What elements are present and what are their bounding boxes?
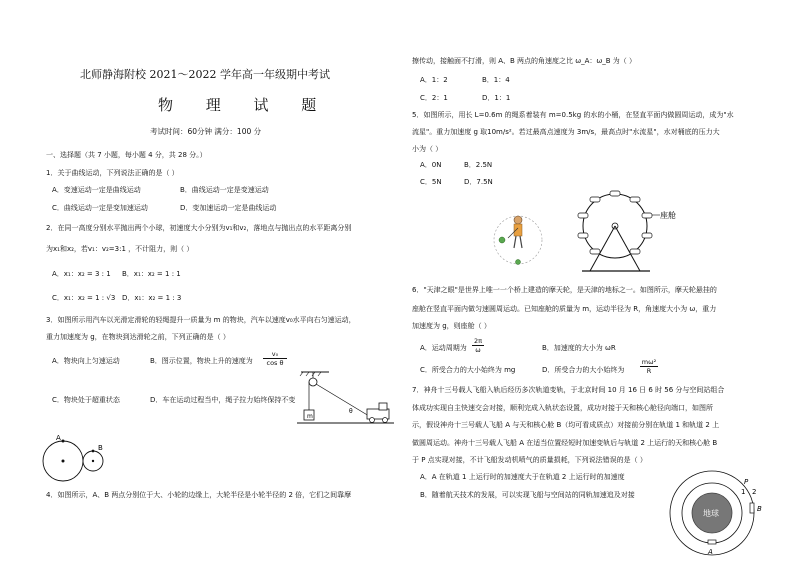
q6-ferris-wheel-figure [570,183,680,278]
fraction-numerator: mω² [641,358,657,366]
label-p: P [744,478,749,486]
label-b: B [98,444,103,452]
car-cab [379,403,387,410]
q2-option-d: D．x₁：x₂ = 1 : 3 [122,294,182,302]
q7-orbit-figure [668,468,778,563]
subject-title: 物 理 试 题 [158,96,331,114]
theta-label: θ [349,408,353,415]
q4-option-a: A．1：2 [420,76,448,84]
car-wheel [383,418,388,423]
car-wheel [370,418,375,423]
q2-stem-line-2: 为x₁和x₂，若v₁：v₂=3:1 ，不计阻力，则（ ） [46,245,194,253]
label-a: A [56,434,61,442]
cabin-label: 座舱 [660,211,676,220]
q6-option-a-fraction [472,337,484,354]
fraction-denominator: R [646,367,652,375]
q4-stem: 4．如图所示，A、B 两点分别位于大、小轮的边缘上，大轮半径是小轮半径的 2 倍，它们之间靠摩 [46,491,352,499]
q7-option-a: A．A 在轨道 1 上运行时的加速度大于在轨道 2 上运行时的加速度 [420,473,625,481]
fraction-numerator: 2π [473,337,483,345]
q7-stem-line-4: 做圆周运动。神舟十三号载人飞船 A 在适当位置经短时加速变轨后与轨道 2 上运行的天和核心舱 B [412,439,718,447]
q6-option-d-fraction [640,358,658,375]
section-1-heading: 一、选择题（共 7 小题，每小题 4 分，共 28 分。） [46,151,207,159]
q1-option-a: A．变速运动一定是曲线运动 [52,186,141,194]
q5-stem-line-2: 流星"。重力加速度 g 取10m/s²。若过最高点速度为 3m/s，最高点时"水流星"，水对桶底的压力大 [412,128,720,136]
q2-option-c: C．x₁：x₂ = 1 : √3 [52,294,116,302]
q6-option-a: A．运动周期为 [420,344,467,352]
earth-label: 地球 [703,509,719,518]
q1-stem: 1．关于曲线运动，下列说法正确的是（ ） [46,169,179,177]
q6-option-c: C．所受合力的大小始终为 mg [420,366,516,374]
rope-slanted [316,384,369,416]
q3-option-b-fraction [263,350,287,367]
q5-stem-line-3: 小为（ ） [412,145,443,153]
q6-stem-line-3: 加速度为 g，则座舱（ ） [412,322,491,330]
person-head-icon [514,216,522,224]
pulley-icon [309,378,317,386]
q2-option-a: A．x₁：x₂ = 3 : 1 [52,270,111,278]
module-b-icon [750,503,754,513]
label-orbit-1: 1 [741,488,746,496]
label-b: B [757,505,762,513]
q5-stem-line-1: 5．如图所示，用长 L=0.6m 的绳系着装有 m=0.5kg 的水的小桶，在竖直平面内做圆周运动，成为"水 [412,111,734,119]
q4-option-b: B．1：4 [482,76,510,84]
q2-option-b: B．x₁：x₂ = 1 : 1 [122,270,181,278]
q7-stem-line-3: 示，假设神舟十三号载人飞船 A 与天和核心舱 B（均可看成质点）对接前分别在轨道 1 和轨道 2 上 [412,421,720,429]
q4-stem-continued: 擦传动，接触面不打滑，则 A、B 两点的角速度之比 ω_A：ω_B 为（ ） [412,57,637,65]
q7-option-b: B．随着航天技术的发展，可以实现飞船与空间站的同轨加速追及对接 [420,491,635,499]
point-b [92,450,95,453]
q7-stem-line-2: 体成功实现自主快速交会对接，顺利完成入轨状态设置，成功对接于天和核心舱径向端口，如图所 [412,404,713,412]
q6-stem-line-1: 6．"天津之眼"是世界上唯一一个桥上建造的摩天轮，是天津的地标之一。如图所示，摩天轮悬挂的 [412,286,717,294]
point-a [62,440,65,443]
q5-option-b: B．2.5N [464,161,493,169]
q7-stem-line-1: 7．神舟十三号载人飞船入轨后经历多次轨道变轨，于北京时间 10 月 16 日 6 时 56 分与空间站组合 [412,386,725,394]
q7-stem-line-5: 于 P 点实现对接，不计飞船发动机喷气的质量损耗，下列说法错误的是（ ） [412,456,647,464]
person-body-icon [514,224,522,236]
q3-stem-line-2: 重力加速度为 g，在物块到达滑轮之前，下列正确的是（ ） [46,333,230,341]
q5-option-a: A．0N [420,161,442,169]
q3-option-c: C．物块处于超重状态 [52,396,120,404]
q2-stem-line-1: 2．在同一高度分别水平抛出两个小球，初速度大小分别为v₁和v₂，落地点与抛出点的水平距离分别 [46,224,352,232]
exam-title: 北师静海附校 2021～2022 学年高一年级期中考试 [80,68,330,81]
q3-stem-line-1: 3．如图所示用汽车以光滑定滑轮的轻绳提升一质量为 m 的物块，汽车以速度v₀水平向右匀速运动， [46,316,356,324]
q3-pulley-car-figure [295,370,395,440]
q6-option-d: D．所受合力的大小始终为 [542,366,625,374]
fraction-numerator: v₀ [263,350,287,359]
bucket-icon [499,237,505,243]
label-a: A [708,548,713,556]
q1-option-c: C．曲线运动一定是变加速运动 [52,204,148,212]
q5-option-c: C．5N [420,178,442,186]
q3-option-d: D．车在运动过程当中，绳子拉力始终保持不变 [150,396,296,404]
q5-option-d: D．7.5N [464,178,493,186]
q4-option-c: C．2：1 [420,94,448,102]
q4-wheels-figure [38,433,118,488]
q3-option-b: B．图示位置，物块上升的速度为 [150,357,253,365]
q6-stem-line-2: 座舱在竖直平面内做匀速圆周运动。已知座舱的质量为 m，运动半径为 R，角速度大小为 ω，重力 [412,305,717,313]
spacecraft-a-icon [708,540,716,544]
fraction-denominator: cos θ [266,359,284,367]
q1-option-d: D．变加速运动一定是曲线运动 [180,204,277,212]
block-label: m [307,413,313,420]
q1-option-b: B．曲线运动一定是变速运动 [180,186,269,194]
exam-meta: 考试时间：60分钟 满分：100 分 [150,127,262,136]
q6-option-b: B．加速度的大小为 ωR [542,344,616,352]
fraction-denominator: ω [475,346,481,354]
q4-option-d: D．1：1 [482,94,511,102]
label-orbit-2: 2 [752,488,757,496]
q5-water-bucket-figure [488,210,548,270]
q3-option-a: A．物块向上匀速运动 [52,357,120,365]
